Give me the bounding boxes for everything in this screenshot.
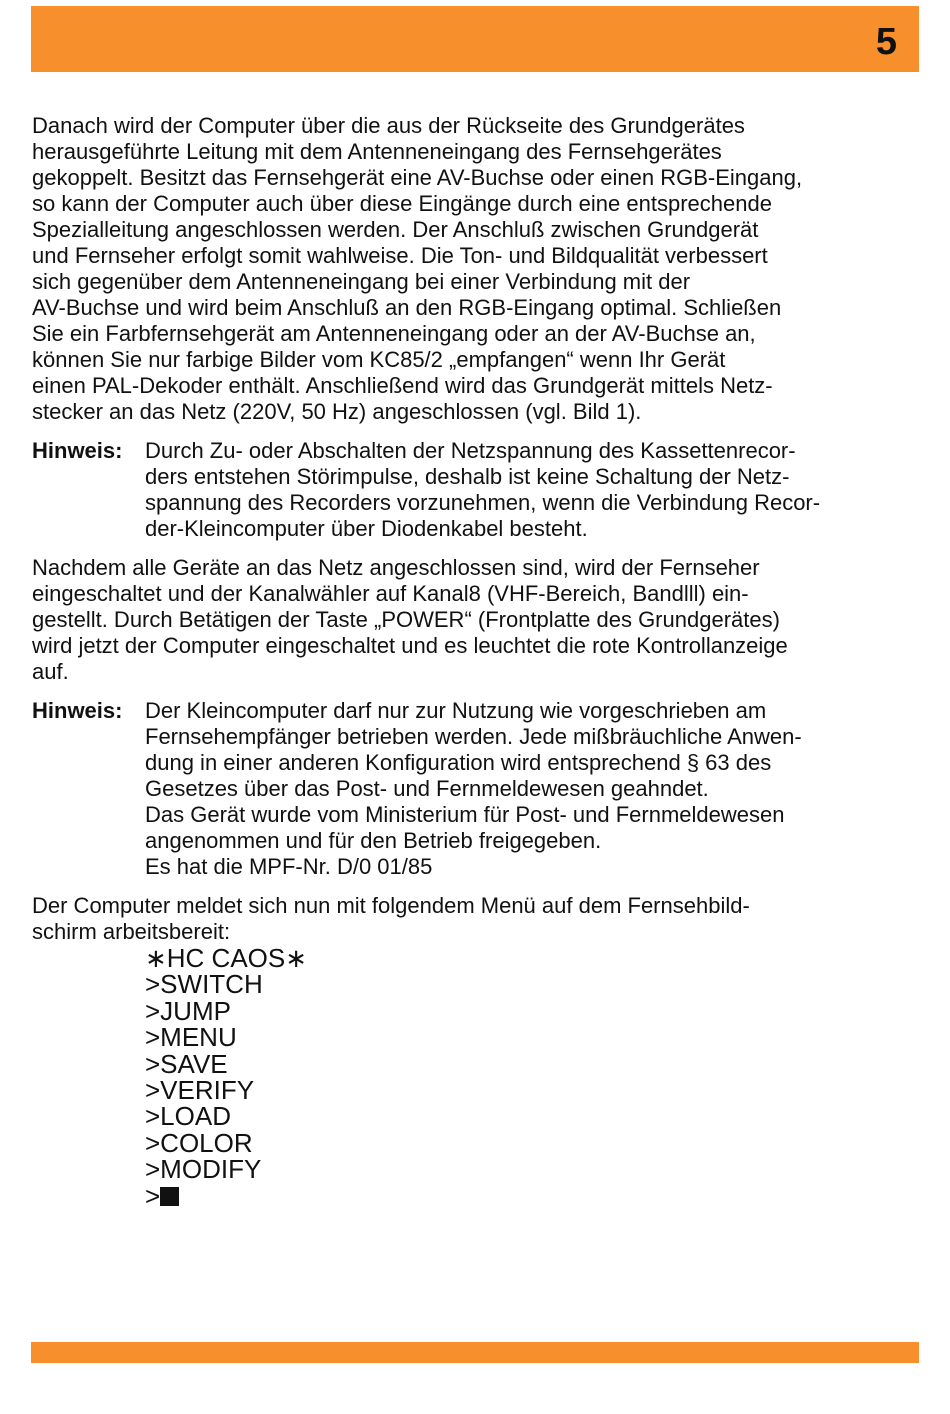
note-power-switching — [32, 438, 917, 542]
note-line: spannung des Recorders vorzunehmen, wenn die Verbindung Recor- — [145, 490, 821, 515]
text-line: so kann der Computer auch über diese Eingänge durch eine entsprechende — [32, 191, 772, 216]
page-content — [32, 113, 917, 1209]
header-bar — [31, 6, 919, 72]
note-body — [145, 438, 917, 542]
note-line: Durch Zu- oder Abschalten der Netzspannung des Kassettenrecor- — [145, 438, 796, 463]
note-line: dung in einer anderen Konfiguration wird entsprechend § 63 des — [145, 750, 772, 775]
paragraph-connection — [32, 113, 917, 425]
text-line: schirm arbeitsbereit: — [32, 919, 231, 944]
menu-item-color: >COLOR — [145, 1127, 253, 1158]
text-line: sich gegenüber dem Antenneneingang bei einer Verbindung mit der — [32, 269, 691, 294]
text-line: Sie ein Farbfernsehgerät am Antenneneingang oder an der AV-Buchse an, — [32, 321, 756, 346]
menu-item-jump: >JUMP — [145, 995, 231, 1026]
cursor-block-icon — [160, 1187, 179, 1206]
paragraph-power-on — [32, 555, 917, 685]
text-line: wird jetzt der Computer eingeschaltet und es leuchtet die rote Kontrollanzeige — [32, 633, 788, 658]
text-line: auf. — [32, 659, 69, 684]
note-label: Hinweis: — [32, 438, 123, 463]
footer-bar — [31, 1342, 919, 1363]
menu-item-modify: >MODIFY — [145, 1154, 262, 1185]
note-label: Hinweis: — [32, 698, 123, 723]
text-line: stecker an das Netz (220V, 50 Hz) angeschlossen (vgl. Bild 1). — [32, 399, 642, 424]
menu-item-load: >LOAD — [145, 1101, 231, 1132]
note-line: Der Kleincomputer darf nur zur Nutzung wie vorgeschrieben am — [145, 698, 767, 723]
menu-item-save: >SAVE — [145, 1048, 228, 1079]
text-line: AV-Buchse und wird beim Anschluß an den RGB-Eingang optimal. Schließen — [32, 295, 782, 320]
text-line: Spezialleitung angeschlossen werden. Der Anschluß zwischen Grundgerät — [32, 217, 759, 242]
caos-menu — [145, 945, 917, 1209]
mpf-number: Es hat die MPF-Nr. D/0 01/85 — [145, 854, 433, 879]
text-line: gestellt. Durch Betätigen der Taste „POWER“ (Frontplatte des Grundgerätes) — [32, 607, 780, 632]
page-number: 5 — [875, 21, 897, 63]
text-line: eingeschaltet und der Kanalwähler auf Kanal8 (VHF-Bereich, Bandlll) ein- — [32, 581, 749, 606]
menu-item-menu: >MENU — [145, 1022, 237, 1053]
text-line: Danach wird der Computer über die aus der Rückseite des Grundgerätes — [32, 113, 745, 138]
text-line: und Fernseher erfolgt somit wahlweise. Die Ton- und Bildqualität verbessert — [32, 243, 768, 268]
text-line: Der Computer meldet sich nun mit folgendem Menü auf dem Fernsehbild- — [32, 893, 750, 918]
note-approval — [32, 698, 917, 880]
menu-title: ∗HC CAOS∗ — [145, 943, 308, 973]
menu-item-verify: >VERIFY — [145, 1075, 255, 1106]
text-line: gekoppelt. Besitzt das Fernsehgerät eine AV-Buchse oder einen RGB-Eingang, — [32, 165, 803, 190]
note-line: Gesetzes über das Post- und Fernmeldewesen geahndet. — [145, 776, 709, 801]
note-line: ders entstehen Störimpulse, deshalb ist keine Schaltung der Netz- — [145, 464, 790, 489]
note-body — [145, 698, 917, 880]
note-line: angenommen und für den Betrieb freigegeben. — [145, 828, 602, 853]
text-line: einen PAL-Dekoder enthält. Anschließend wird das Grundgerät mittels Netz- — [32, 373, 773, 398]
note-line: Fernsehempfänger betrieben werden. Jede mißbräuchliche Anwen- — [145, 724, 802, 749]
prompt-symbol: > — [145, 1180, 161, 1211]
text-line: Nachdem alle Geräte an das Netz angeschlossen sind, wird der Fernseher — [32, 555, 760, 580]
menu-item-switch: >SWITCH — [145, 969, 263, 1000]
text-line: können Sie nur farbige Bilder vom KC85/2 „empfangen“ wenn Ihr Gerät — [32, 347, 726, 372]
note-line: Das Gerät wurde vom Ministerium für Post- und Fernmeldewesen — [145, 802, 785, 827]
note-line: der-Kleincomputer über Diodenkabel besteht. — [145, 516, 588, 541]
paragraph-menu-intro — [32, 893, 917, 945]
menu-prompt — [145, 1180, 917, 1211]
text-line: herausgeführte Leitung mit dem Antenneneingang des Fernsehgerätes — [32, 139, 722, 164]
